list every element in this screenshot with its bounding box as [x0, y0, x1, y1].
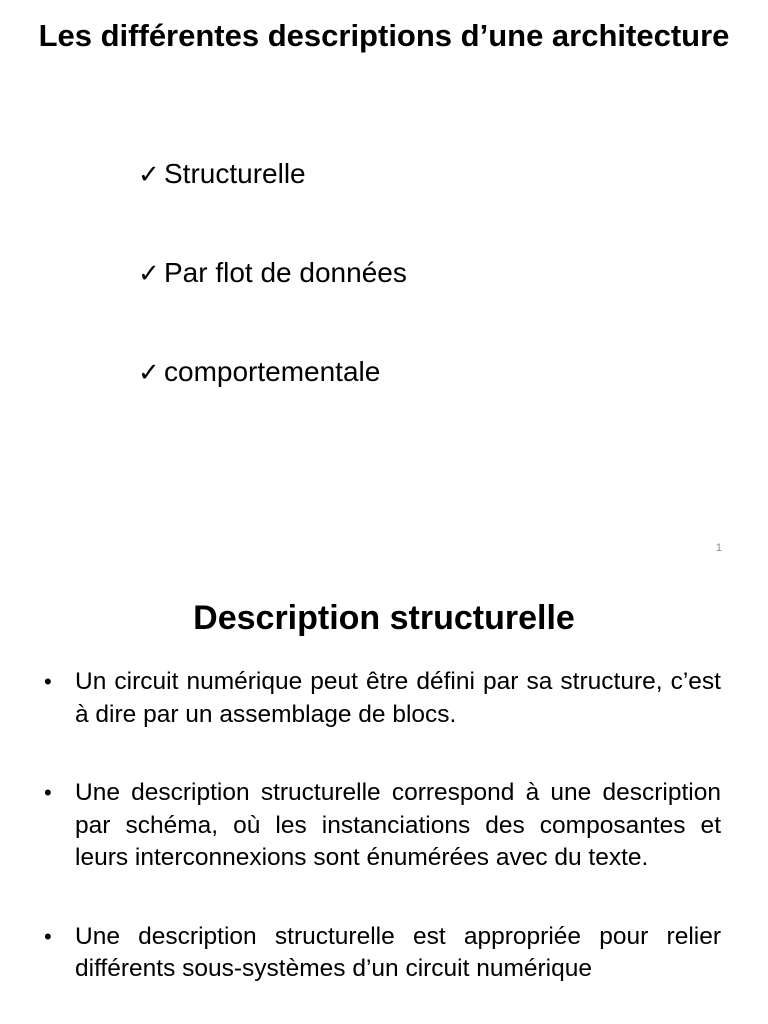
bullet-text: Une description structurelle est appropriée pour relier différents sous-systèmes d’un circuit numérique: [75, 922, 721, 982]
slide-title: Description structurelle: [193, 599, 575, 637]
list-item-label: Par flot de données: [164, 257, 407, 288]
list-item: [138, 348, 407, 447]
bullet-icon: •: [44, 669, 52, 694]
list-item: [44, 666, 721, 731]
list-item: [138, 249, 407, 348]
slide-title: Les différentes descriptions d’une architecture: [38, 18, 730, 53]
list-item-label: Structurelle: [164, 158, 306, 189]
bullet-icon: •: [44, 780, 52, 805]
bullet-text: Une description structurelle correspond à une description par schéma, où les instanciations des composantes et leurs interconnexions sont énumérées avec du texte.: [75, 779, 721, 871]
bullet-list: [44, 666, 721, 1024]
bullet-text: Un circuit numérique peut être défini par sa structure, c’est à dire par un assemblage de blocs.: [75, 668, 721, 728]
bullet-icon: •: [44, 923, 52, 949]
checkmark-icon: ✓: [138, 358, 160, 388]
list-item: [44, 921, 721, 986]
checkmark-icon: ✓: [138, 259, 160, 289]
slide-2: [0, 560, 768, 1024]
list-item-label: comportementale: [164, 356, 381, 387]
list-item: [138, 150, 407, 249]
list-item: [44, 777, 721, 875]
page-number: 1: [715, 542, 722, 554]
architecture-types-list: [138, 150, 407, 447]
checkmark-icon: ✓: [138, 160, 160, 190]
